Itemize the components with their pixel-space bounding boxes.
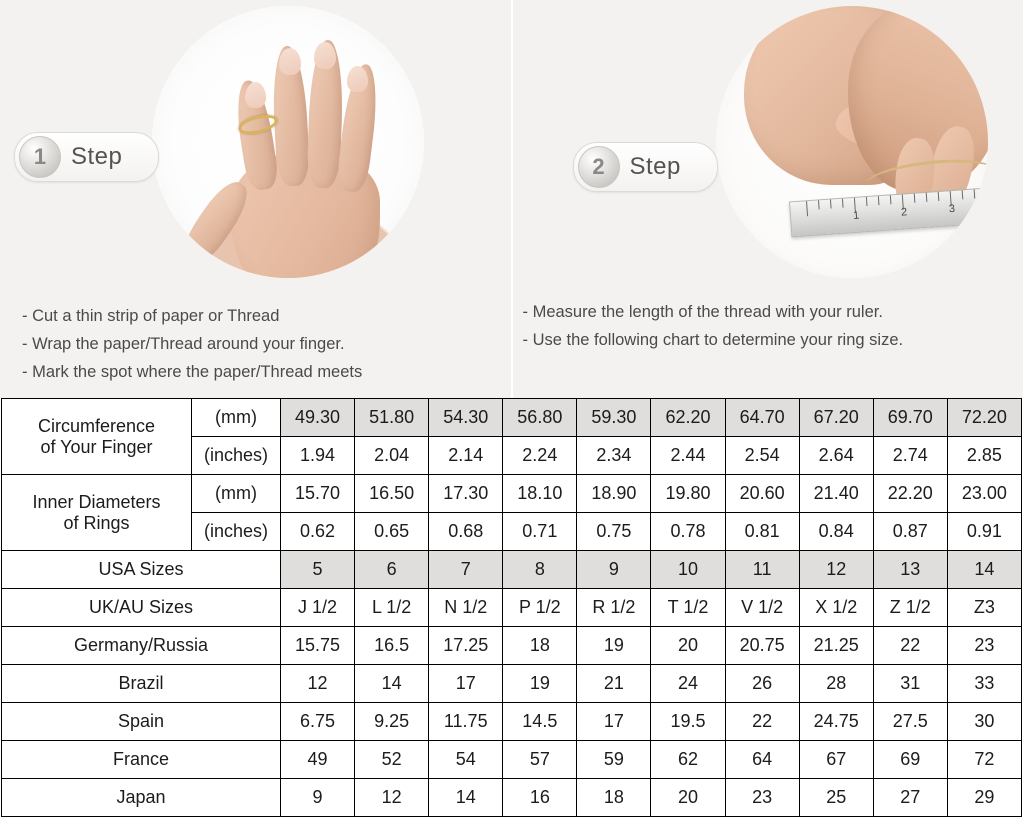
hand-with-ruler-illustration-icon	[716, 6, 988, 278]
cell: 13	[873, 551, 947, 589]
cell: 14	[355, 665, 429, 703]
row-label-germany-russia: Germany/Russia	[2, 627, 281, 665]
unit-inches: (inches)	[192, 437, 281, 475]
step-2-number: 2	[578, 146, 620, 188]
row-label-circumference	[2, 399, 192, 475]
row-label-inner-diameters-line2: of Rings	[63, 512, 130, 533]
cell: 0.84	[799, 513, 873, 551]
cell: T 1/2	[651, 589, 725, 627]
ring-size-table	[1, 398, 1022, 817]
cell: 10	[651, 551, 725, 589]
cell: 19	[577, 627, 651, 665]
row-label-uk-au-sizes: UK/AU Sizes	[2, 589, 281, 627]
ruler-icon	[789, 187, 988, 238]
cell: 19	[503, 665, 577, 703]
cell: 9.25	[355, 703, 429, 741]
cell: 57	[503, 741, 577, 779]
cell: Z3	[947, 589, 1021, 627]
cell: 1.94	[281, 437, 355, 475]
step-1-bullet-1: - Cut a thin strip of paper or Thread	[22, 307, 280, 325]
cell: 27.5	[873, 703, 947, 741]
cell: 2.14	[429, 437, 503, 475]
cell: 12	[281, 665, 355, 703]
cell: 54	[429, 741, 503, 779]
cell: 17	[577, 703, 651, 741]
cell: 20.60	[725, 475, 799, 513]
cell: 0.65	[355, 513, 429, 551]
cell: 20	[651, 779, 725, 817]
cell: 67	[799, 741, 873, 779]
cell: 16	[503, 779, 577, 817]
step-1-number: 1	[19, 136, 61, 178]
step-1-photo	[152, 6, 424, 278]
cell: 19.5	[651, 703, 725, 741]
cell: 69	[873, 741, 947, 779]
row-label-circumference-line1: Circumference	[37, 415, 156, 436]
cell: 9	[577, 551, 651, 589]
row-label-france: France	[2, 741, 281, 779]
unit-inches: (inches)	[192, 513, 281, 551]
cell: 17.30	[429, 475, 503, 513]
step-2-label: Step	[629, 153, 681, 180]
cell: L 1/2	[355, 589, 429, 627]
steps-section	[0, 0, 1023, 398]
cell: 59.30	[577, 399, 651, 437]
cell: 22	[873, 627, 947, 665]
cell: 9	[281, 779, 355, 817]
cell: 11	[725, 551, 799, 589]
cell: 19.80	[651, 475, 725, 513]
cell: X 1/2	[799, 589, 873, 627]
table-row	[2, 399, 1022, 437]
cell: 64.70	[725, 399, 799, 437]
cell: P 1/2	[503, 589, 577, 627]
cell: 0.91	[947, 513, 1021, 551]
cell: 15.75	[281, 627, 355, 665]
step-2-instructions	[523, 298, 904, 354]
table-row	[2, 779, 1022, 817]
cell: 62.20	[651, 399, 725, 437]
cell: 11.75	[429, 703, 503, 741]
cell: 7	[429, 551, 503, 589]
table-row	[2, 627, 1022, 665]
step-2-bullet-2: - Use the following chart to determine your ring size.	[522, 331, 904, 349]
cell: 54.30	[429, 399, 503, 437]
cell: 2.74	[873, 437, 947, 475]
cell: 16.50	[355, 475, 429, 513]
cell: 15.70	[281, 475, 355, 513]
cell: 22	[725, 703, 799, 741]
cell: 2.64	[799, 437, 873, 475]
cell: 24.75	[799, 703, 873, 741]
cell: 52	[355, 741, 429, 779]
cell: 2.24	[503, 437, 577, 475]
cell: 0.81	[725, 513, 799, 551]
table-row	[2, 475, 1022, 513]
table-row	[2, 589, 1022, 627]
cell: 29	[947, 779, 1021, 817]
cell: 20	[651, 627, 725, 665]
ruler-mark-1: 1	[852, 209, 860, 222]
row-label-inner-diameters-line1: Inner Diameters	[32, 491, 161, 512]
cell: 18	[503, 627, 577, 665]
step-panel-1	[0, 0, 511, 398]
cell: 16.5	[355, 627, 429, 665]
unit-mm: (mm)	[192, 475, 281, 513]
cell: 49	[281, 741, 355, 779]
row-label-usa-sizes: USA Sizes	[2, 551, 281, 589]
cell: 12	[799, 551, 873, 589]
cell: 0.68	[429, 513, 503, 551]
row-label-spain: Spain	[2, 703, 281, 741]
cell: 0.71	[503, 513, 577, 551]
step-2-photo	[716, 6, 988, 278]
cell: Z 1/2	[873, 589, 947, 627]
cell: 51.80	[355, 399, 429, 437]
cell: 23.00	[947, 475, 1021, 513]
row-label-circumference-line2: of Your Finger	[40, 436, 153, 457]
cell: 2.85	[947, 437, 1021, 475]
cell: 30	[947, 703, 1021, 741]
cell: 31	[873, 665, 947, 703]
cell: 17	[429, 665, 503, 703]
cell: 6.75	[281, 703, 355, 741]
cell: 21.25	[799, 627, 873, 665]
cell: J 1/2	[281, 589, 355, 627]
cell: 5	[281, 551, 355, 589]
cell: V 1/2	[725, 589, 799, 627]
cell: 12	[355, 779, 429, 817]
table-row	[2, 665, 1022, 703]
cell: 6	[355, 551, 429, 589]
table-row	[2, 741, 1022, 779]
cell: 72	[947, 741, 1021, 779]
cell: 0.87	[873, 513, 947, 551]
cell: 23	[725, 779, 799, 817]
cell: 49.30	[281, 399, 355, 437]
cell: 25	[799, 779, 873, 817]
unit-mm: (mm)	[192, 399, 281, 437]
step-1-badge	[14, 132, 159, 182]
cell: 21	[577, 665, 651, 703]
cell: 64	[725, 741, 799, 779]
ruler-mark-2: 2	[900, 206, 908, 219]
step-panel-2	[511, 0, 1023, 398]
cell: 14.5	[503, 703, 577, 741]
cell: 20.75	[725, 627, 799, 665]
step-1-bullet-3: - Mark the spot where the paper/Thread meets	[22, 363, 363, 381]
cell: 22.20	[873, 475, 947, 513]
cell: 33	[947, 665, 1021, 703]
cell: 2.54	[725, 437, 799, 475]
step-1-label: Step	[71, 143, 123, 170]
cell: 56.80	[503, 399, 577, 437]
row-label-inner-diameters	[2, 475, 192, 551]
row-label-japan: Japan	[2, 779, 281, 817]
row-label-brazil: Brazil	[2, 665, 281, 703]
cell: 14	[429, 779, 503, 817]
cell: 69.70	[873, 399, 947, 437]
cell: 23	[947, 627, 1021, 665]
cell: 28	[799, 665, 873, 703]
cell: 18.10	[503, 475, 577, 513]
cell: 0.78	[651, 513, 725, 551]
cell: R 1/2	[577, 589, 651, 627]
cell: 59	[577, 741, 651, 779]
cell: 17.25	[429, 627, 503, 665]
cell: 21.40	[799, 475, 873, 513]
table-row	[2, 703, 1022, 741]
cell: 8	[503, 551, 577, 589]
cell: 2.04	[355, 437, 429, 475]
cell: 18.90	[577, 475, 651, 513]
cell: N 1/2	[429, 589, 503, 627]
table-row	[2, 551, 1022, 589]
cell: 67.20	[799, 399, 873, 437]
step-2-badge	[573, 142, 718, 192]
step-2-bullet-1: - Measure the length of the thread with your ruler.	[522, 303, 883, 321]
cell: 14	[947, 551, 1021, 589]
cell: 0.75	[577, 513, 651, 551]
ruler-mark-3: 3	[948, 202, 955, 216]
cell: 2.34	[577, 437, 651, 475]
cell: 24	[651, 665, 725, 703]
hand-illustration-icon	[152, 6, 424, 278]
cell: 0.62	[281, 513, 355, 551]
cell: 72.20	[947, 399, 1021, 437]
step-1-instructions	[22, 302, 362, 386]
step-1-bullet-2: - Wrap the paper/Thread around your finger.	[22, 335, 345, 353]
cell: 26	[725, 665, 799, 703]
cell: 2.44	[651, 437, 725, 475]
cell: 27	[873, 779, 947, 817]
cell: 62	[651, 741, 725, 779]
cell: 18	[577, 779, 651, 817]
